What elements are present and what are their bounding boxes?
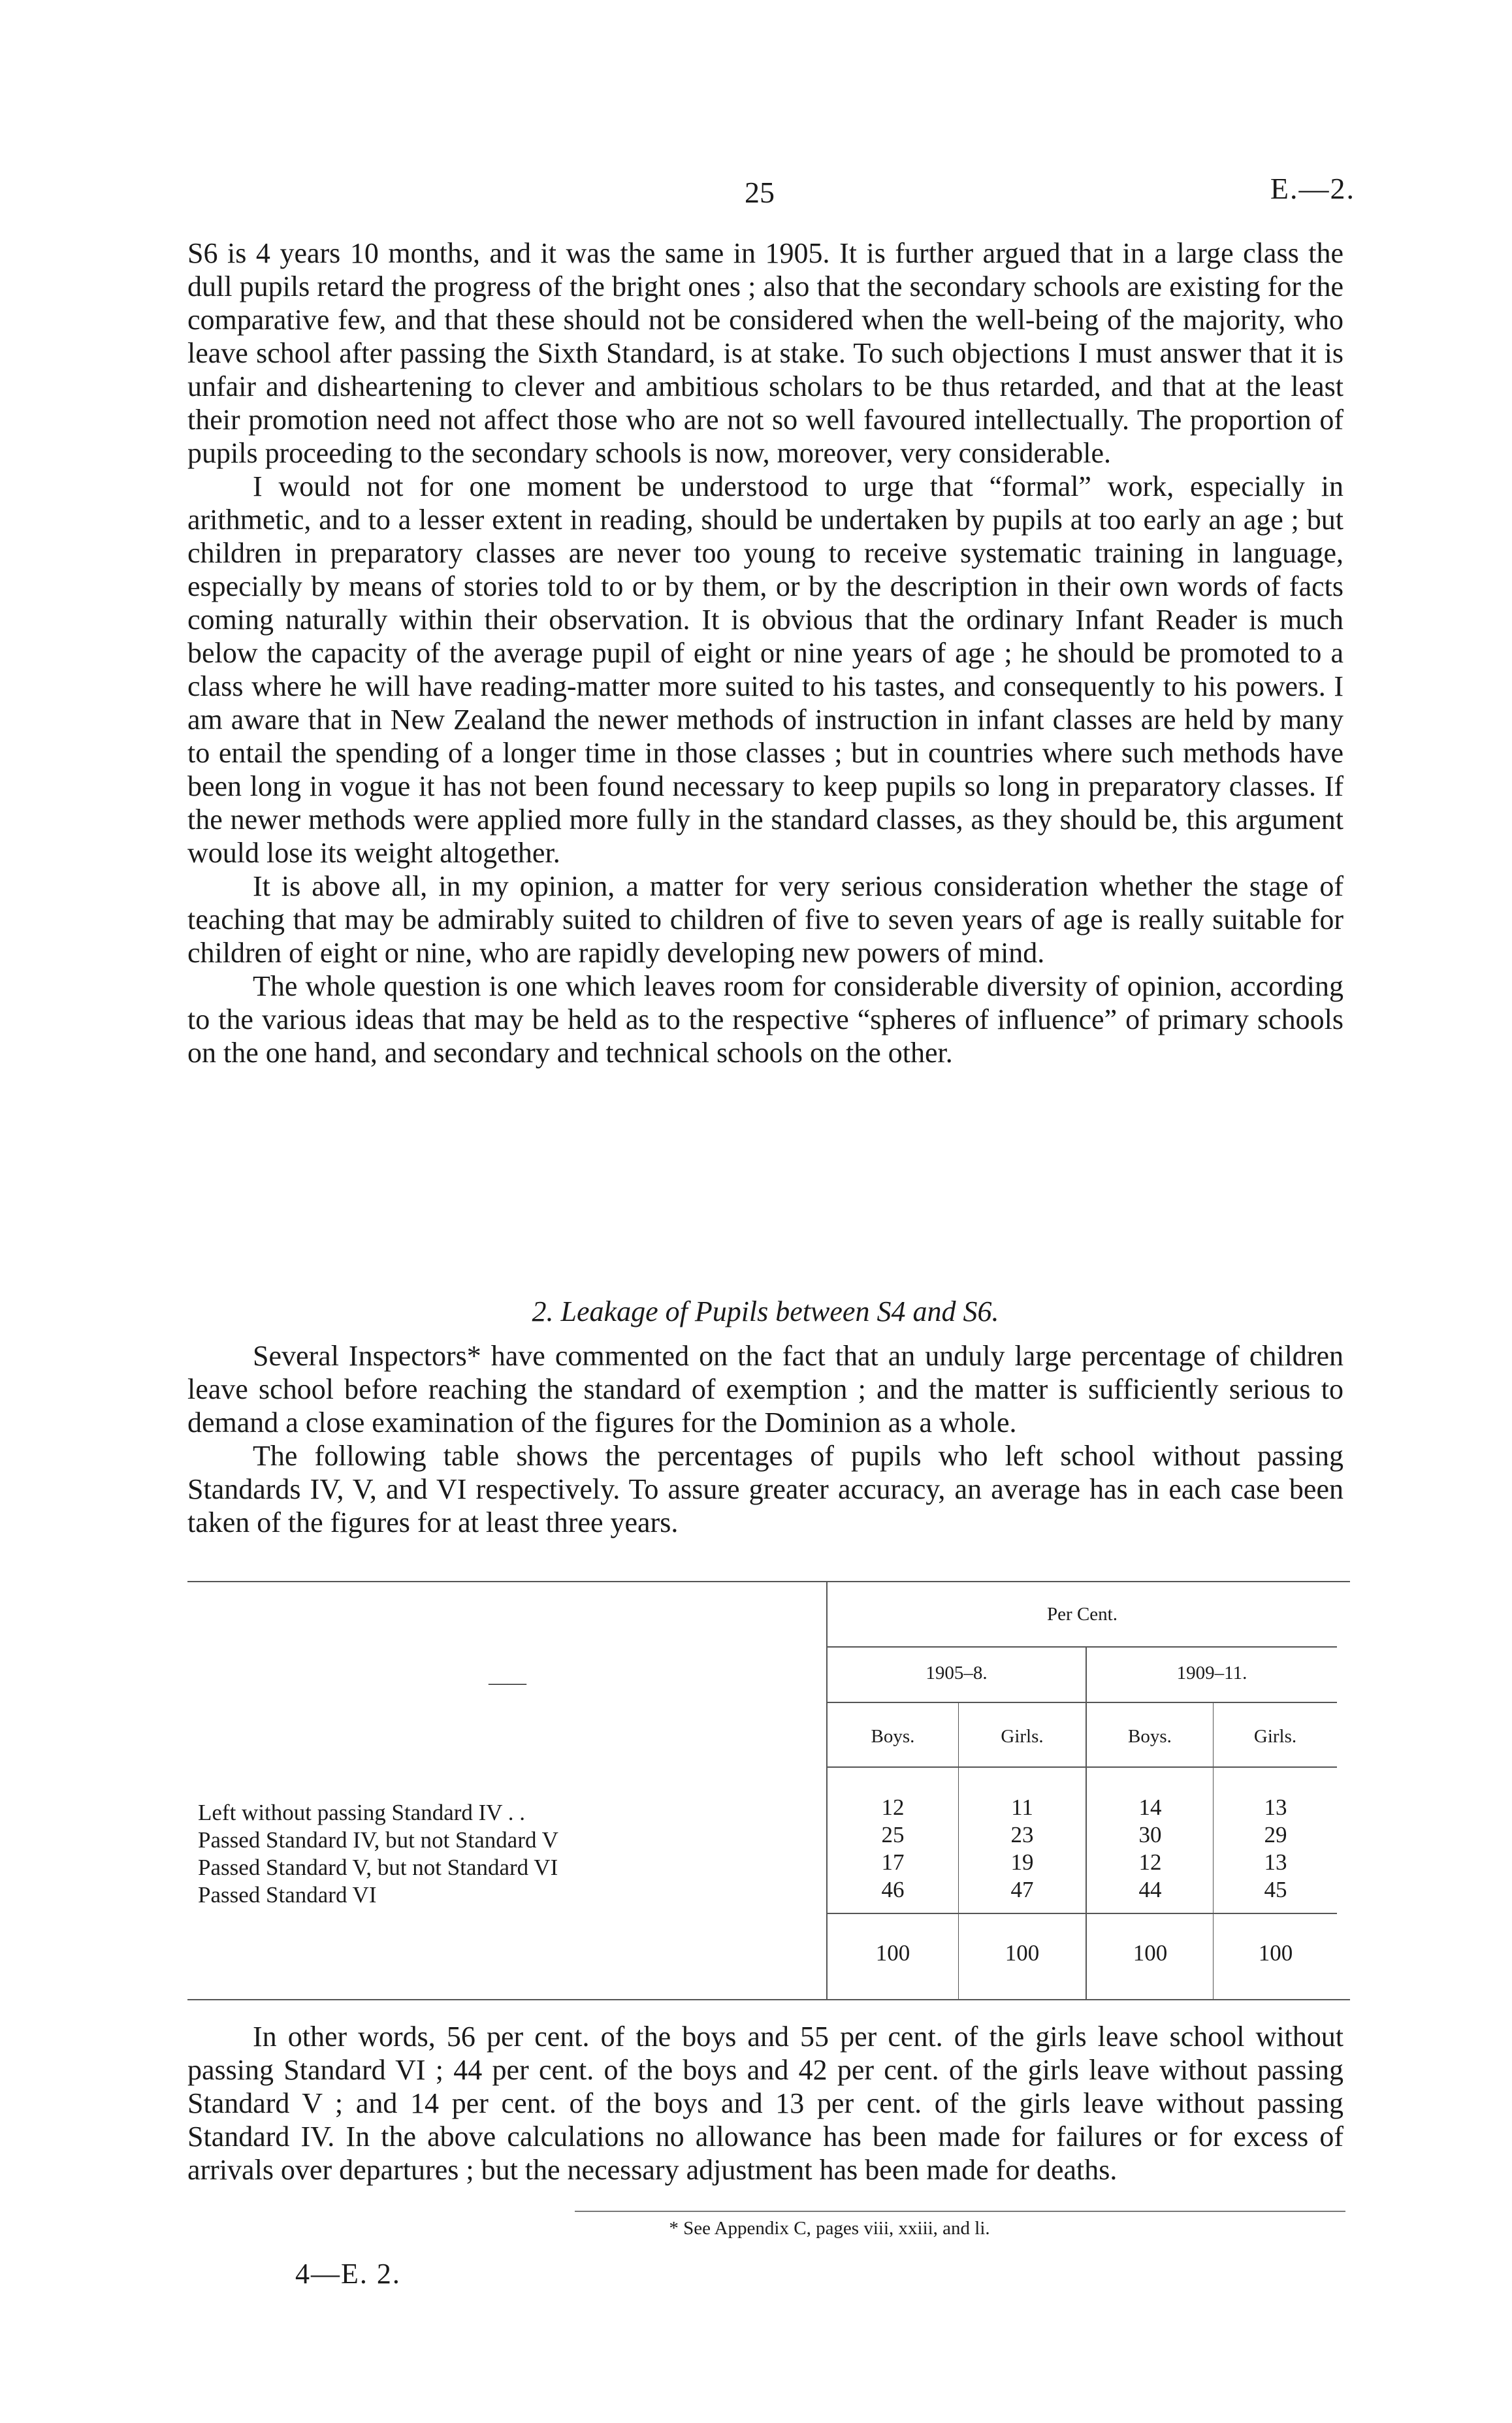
total-cell: 100 (1258, 1940, 1293, 1966)
table-cell: 25 (881, 1822, 905, 1847)
table-row-label: Passed Standard VI (198, 1882, 812, 1908)
per-cent-rule (828, 1646, 1337, 1648)
table-row-label: Left without passing Standard IV . . (198, 1800, 812, 1826)
table-cell: 23 (1010, 1822, 1034, 1847)
table-row-label: Passed Standard V, but not Standard VI (198, 1855, 812, 1881)
table-cell: 44 (1138, 1877, 1162, 1902)
total-cell: 100 (875, 1940, 910, 1966)
stub-header: —— (489, 1672, 526, 1693)
column-header: Boys. (871, 1726, 915, 1747)
page-signature: 4—E. 2. (295, 2258, 401, 2290)
table-row-label: Passed Standard IV, but not Standard V (198, 1827, 812, 1853)
column-header-rule (828, 1766, 1337, 1768)
table-cell: 19 (1010, 1849, 1034, 1875)
table-cell: 13 (1264, 1795, 1287, 1820)
table-cell: 11 (1011, 1795, 1033, 1820)
group-header: Per Cent. (1047, 1604, 1118, 1625)
table-bottom-rule (187, 1999, 1350, 2000)
column-header: Girls. (1001, 1726, 1044, 1747)
footnote-rule (575, 2211, 1345, 2212)
table-cell: 47 (1010, 1877, 1034, 1902)
period-divider (1086, 1646, 1087, 1999)
table-cell: 13 (1264, 1849, 1287, 1875)
page-number: 25 (745, 176, 775, 209)
document-reference: E.—2. (1270, 172, 1355, 205)
body-text-mid (187, 1339, 1343, 1539)
paragraph: The whole question is one which leaves room for considerable diversity of opinion, according to the various ideas that may be held as to the respective “spheres of influence” of primary schools on the one hand, and secondary and technical schools on the other. (187, 970, 1343, 1069)
body-text-bottom (187, 2020, 1343, 2187)
paragraph: It is above all, in my opinion, a matter for very serious consideration whether the stage of teaching that may be admirably suited to children of five to seven years of age is really suitable for children of eight or nine, who are rapidly developing new powers of mind. (187, 870, 1343, 969)
section-heading: 2. Leakage of Pupils between S4 and S6. (532, 1295, 999, 1327)
table-cell: 29 (1264, 1822, 1287, 1847)
table-top-rule (187, 1581, 1350, 1582)
table-cell: 17 (881, 1849, 905, 1875)
totals-rule (828, 1913, 1337, 1914)
leakage-table (187, 1581, 1350, 2001)
total-cell: 100 (1133, 1940, 1168, 1966)
body-text-top (187, 236, 1343, 1069)
table-cell: 12 (881, 1795, 905, 1820)
column-header: Boys. (1128, 1726, 1172, 1747)
table-cell: 46 (881, 1877, 905, 1902)
stub-divider (826, 1581, 828, 1999)
table-cell: 12 (1138, 1849, 1162, 1875)
period-header: 1909–11. (1176, 1663, 1247, 1683)
paragraph: Several Inspectors* have commented on the fact that an unduly large percentage of children leave school before reaching the standard of exemption ; and the matter is sufficiently serious to demand a close examination of the figures for the Dominion as a whole. (187, 1340, 1343, 1439)
column-header: Girls. (1253, 1726, 1297, 1747)
period-rule (828, 1702, 1337, 1703)
footnote: * See Appendix C, pages viii, xxiii, and li. (669, 2218, 990, 2239)
paragraph: I would not for one moment be understood to urge that “formal” work, especially in arithmetic, and to a lesser extent in reading, should be undertaken by pupils at too early an age ; but children in preparatory classes are never too young to receive systematic training in language, especially by means of stories told to or by them, or by the description in their own words of facts coming naturally within their observation. It is obvious that the ordinary Infant Reader is much below the capacity of the average pupil of eight or nine years of age ; he should be promoted to a class where he will have reading-matter more suited to his tastes, and consequently to his powers. I am aware that in New Zealand the newer methods of instruction in infant classes are held by many to entail the spending of a longer time in those classes ; but in countries where such methods have been long in vogue it has not been found necessary to keep pupils so long in preparatory classes. If the newer methods were applied more fully in the standard classes, as they should be, this argument would lose its weight altogether. (187, 470, 1343, 869)
paragraph: The following table shows the percentages of pupils who left school without passing Standards IV, V, and VI respectively. To assure greater accuracy, an average has in each case been taken of the figures for at least three years. (187, 1440, 1343, 1538)
period-header: 1905–8. (925, 1663, 988, 1683)
total-cell: 100 (1005, 1940, 1040, 1966)
table-cell: 45 (1264, 1877, 1287, 1902)
table-cell: 30 (1138, 1822, 1162, 1847)
paragraph: S6 is 4 years 10 months, and it was the same in 1905. It is further argued that in a large class the dull pupils retard the progress of the bright ones ; also that the secondary schools are existing for the comparative few, and that these should not be considered when the well-being of the majority, who leave school after passing the Sixth Standard, is at stake. To such objections I must answer that it is unfair and disheartening to clever and ambitious scholars to be thus retarded, and that at the least their promotion need not affect those who are not so well favoured intellectually. The proportion of pupils proceeding to the secondary schools is now, moreover, very considerable. (187, 237, 1343, 469)
table-cell: 14 (1138, 1795, 1162, 1820)
paragraph: In other words, 56 per cent. of the boys and 55 per cent. of the girls leave school without passing Standard VI ; 44 per cent. of the boys and 42 per cent. of the girls leave without passing Standard V ; and 14 per cent. of the boys and 13 per cent. of the girls leave without passing Standard IV. In the above calculations no allowance has been made for failures or for excess of arrivals over departures ; but the necessary adjustment has been made for deaths. (187, 2021, 1343, 2186)
